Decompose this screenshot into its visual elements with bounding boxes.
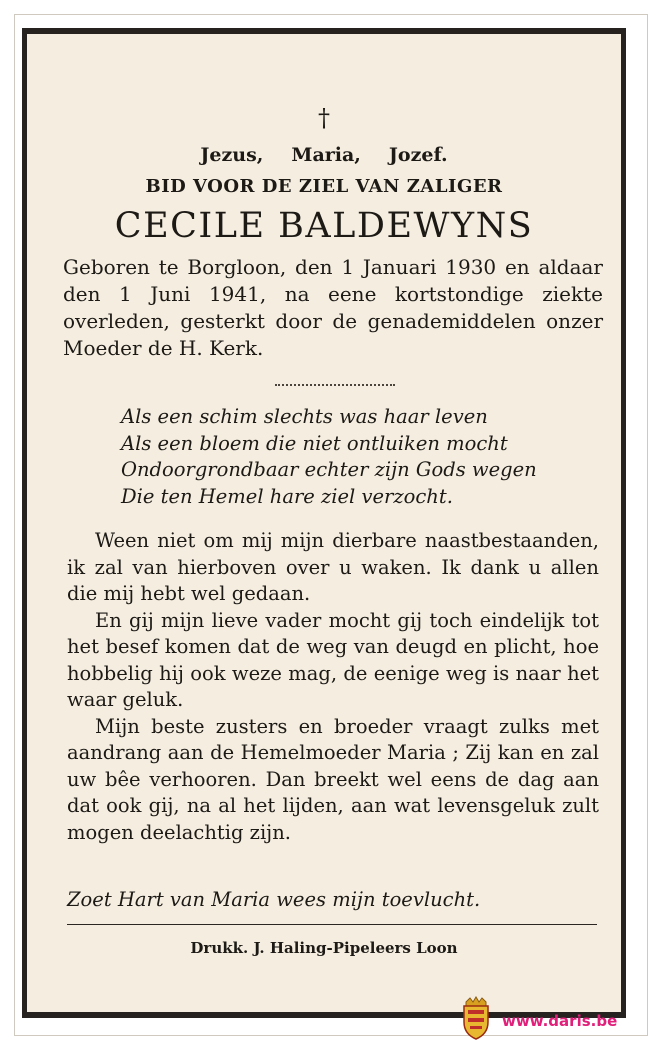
closing-prayer: Zoet Hart van Maria wees mijn toevlucht. (67, 888, 481, 911)
watermark-url: www.daris.be (502, 1012, 618, 1030)
paragraph: Ween niet om mij mijn dierbare naastbestaanden, ik zal van hierboven over u waken. Ik dank u allen die mij hebt wel gedaan. (67, 529, 599, 605)
cross-icon: † (318, 104, 330, 132)
poem (121, 404, 591, 510)
dotted-divider (275, 384, 395, 386)
poem-line: Ondoorgrondbaar echter zijn Gods wegen (121, 458, 537, 481)
invocation-jozef: Jozef. (388, 144, 448, 166)
memorial-card (22, 28, 626, 1018)
paragraph: En gij mijn lieve vader mocht gij toch eindelijk tot het besef komen dat de weg van deugd en plicht, hoe hobbelig hij ook weze mag, de eenige weg is naar het waar geluk. (67, 608, 599, 711)
poem-line: Die ten Hemel hare ziel verzocht. (121, 484, 453, 508)
paragraph: Mijn beste zusters en broeder vraagt zulks met aandrang aan de Hemelmoeder Maria ; Zij kan en zal uw bêe verhooren. Dan breekt wel eens de dag aan dat ook gij, na al het lijden, aan wat levensgeluk zult mogen deelachtig zijn. (67, 714, 599, 844)
divider-rule (67, 924, 597, 925)
invocation (27, 144, 621, 166)
invocation-jezus: Jezus, (200, 144, 264, 166)
farewell-text (67, 528, 599, 846)
invocation-maria: Maria, (291, 144, 361, 166)
prayer-line: BID VOOR DE ZIEL VAN ZALIGER (145, 176, 503, 197)
poem-line: Als een bloem die niet ontluiken mocht (121, 431, 508, 455)
coat-of-arms-icon (460, 996, 492, 1040)
poem-line: Als een schim slechts was haar leven (121, 405, 488, 428)
deceased-name: CECILE BALDEWYNS (114, 206, 534, 246)
biography: Geboren te Borgloon, den 1 Januari 1930 en aldaar den 1 Juni 1941, na eene kortstondige ziekte overleden, gesterkt door de genademiddelen onzer Moeder de H. Kerk. (63, 255, 603, 360)
printer-credit: Drukk. J. Haling-Pipeleers Loon (190, 939, 458, 957)
